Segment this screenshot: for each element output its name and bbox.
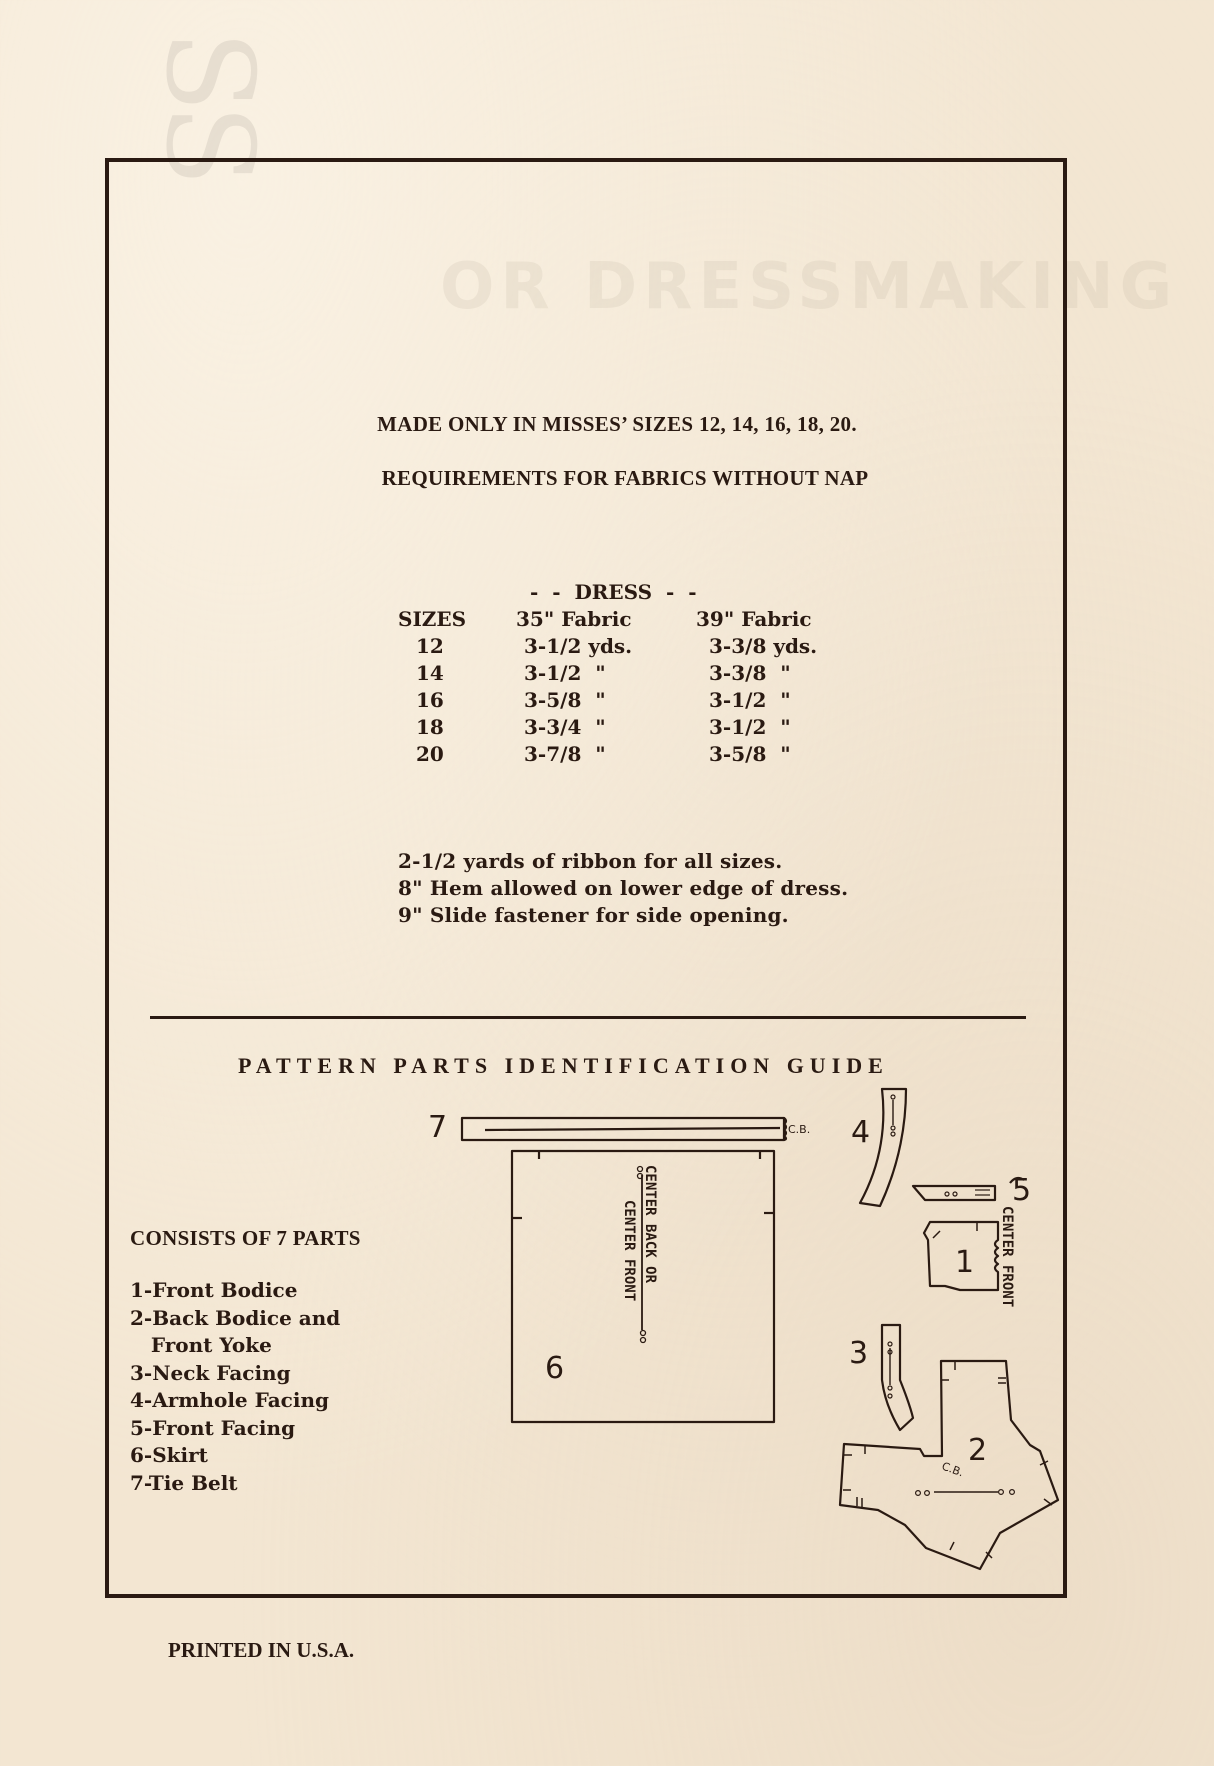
column-header-sizes: SIZES: [398, 607, 467, 631]
table-cell-size: 18: [416, 715, 444, 739]
part-item: Front Yoke: [130, 1333, 272, 1357]
table-cell-size: 20: [416, 742, 444, 766]
bleed-through-mark: SS: [139, 30, 278, 181]
table-cell-39: 3-5/8 ": [709, 742, 791, 766]
table-cell-39: 3-1/2 ": [709, 715, 791, 739]
piece-number-3: 3: [849, 1336, 869, 1371]
table-cell-39: 3-3/8 yds.: [709, 634, 818, 658]
table-cell-size: 16: [416, 688, 444, 712]
part-item: 3-Neck Facing: [130, 1360, 291, 1385]
part-item: 5-Front Facing: [130, 1415, 296, 1440]
note-fastener: 9" Slide fastener for side opening.: [398, 903, 789, 927]
note-hem: 8" Hem allowed on lower edge of dress.: [398, 876, 849, 900]
piece-number-4: 4: [851, 1115, 871, 1150]
skirt-center-front-label: CENTER FRONT: [621, 1200, 637, 1302]
table-cell-39: 3-3/8 ": [709, 661, 791, 685]
belt-cb-label: C.B.: [788, 1123, 811, 1136]
guide-title: PATTERN PARTS IDENTIFICATION GUIDE: [238, 1053, 889, 1078]
part-item: 2-Back Bodice and: [130, 1305, 341, 1330]
table-cell-size: 12: [416, 634, 444, 658]
column-header-35: 35" Fabric: [516, 607, 632, 631]
piece-number-7: 7: [428, 1110, 448, 1145]
piece-number-2: 2: [968, 1433, 988, 1468]
part-item: 7-Tie Belt: [130, 1470, 238, 1495]
sizes-heading: MADE ONLY IN MISSES’ SIZES 12, 14, 16, 18, 20.: [377, 412, 857, 436]
part-item: 4-Armhole Facing: [130, 1388, 329, 1412]
printed-in-usa: PRINTED IN U.S.A.: [168, 1638, 355, 1662]
column-header-39: 39" Fabric: [696, 607, 812, 631]
parts-count-heading: CONSISTS OF 7 PARTS: [130, 1226, 361, 1250]
table-cell-39: 3-1/2 ": [709, 688, 791, 712]
table-cell-35: 3-1/2 ": [524, 661, 606, 685]
piece-number-5: 5: [1012, 1173, 1032, 1208]
front-bodice-center-front-label: CENTER FRONT: [999, 1206, 1015, 1308]
piece-7-tie-belt: [462, 1118, 786, 1140]
note-ribbon: 2-1/2 yards of ribbon for all sizes.: [398, 849, 783, 873]
table-title: - - DRESS - -: [530, 580, 697, 604]
bleed-through-title: OR DRESSMAKING: [440, 250, 1179, 324]
bodice-cb-label: C.B.: [939, 1459, 966, 1480]
table-cell-35: 3-7/8 ": [524, 742, 606, 766]
piece-number-1: 1: [955, 1245, 975, 1280]
table-cell-35: 3-3/4 ": [524, 715, 606, 739]
part-item: 1-Front Bodice: [130, 1278, 298, 1302]
requirements-heading: REQUIREMENTS FOR FABRICS WITHOUT NAP: [381, 466, 869, 490]
piece-5-front-facing: [913, 1178, 1024, 1200]
table-cell-35: 3-1/2 yds.: [524, 634, 633, 658]
table-cell-size: 14: [416, 661, 444, 685]
table-cell-35: 3-5/8 ": [524, 688, 606, 712]
piece-3-neck-facing: [882, 1325, 913, 1430]
piece-number-6: 6: [545, 1351, 565, 1386]
part-item: 6-Skirt: [130, 1443, 208, 1467]
skirt-center-back-label: CENTER BACK OR: [642, 1165, 658, 1284]
